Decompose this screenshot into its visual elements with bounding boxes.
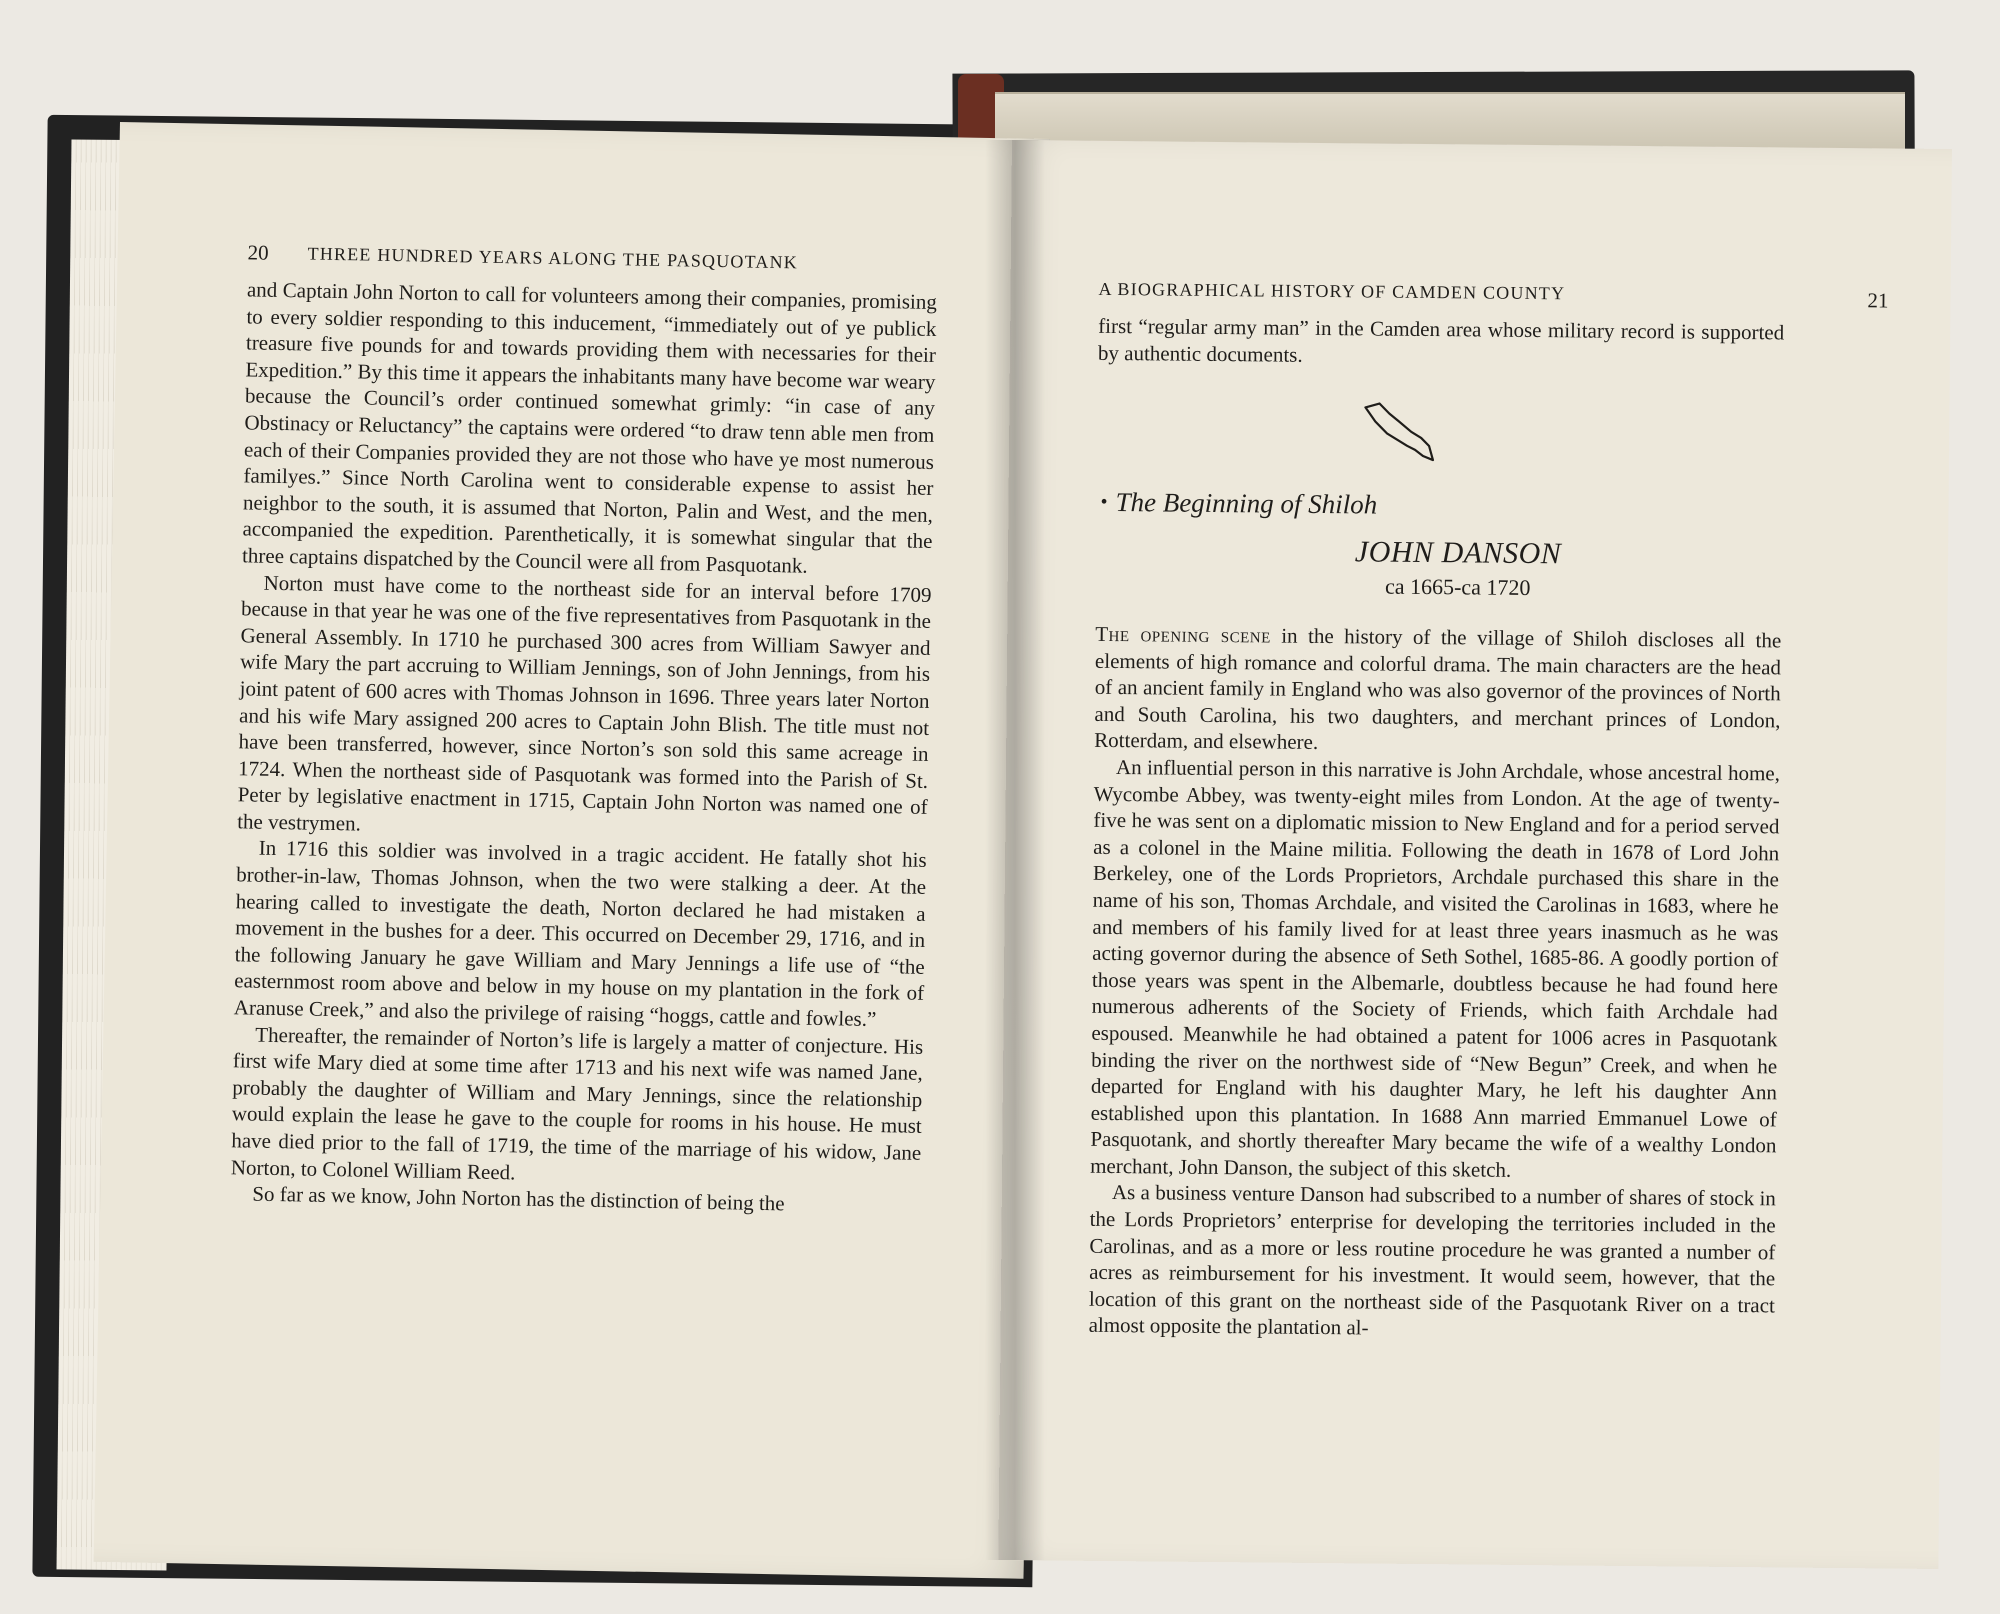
opening-lead-words: The opening scene (1095, 621, 1271, 648)
biography-subject-name: JOHN DANSON (1354, 535, 1562, 571)
right-page-number: 21 (1867, 288, 1889, 313)
left-paragraph-1: and Captain John Norton to call for volunteers among their companies, promising to every soldier responding to this inducement, “immediately out of ye publick treasure five pounds for and towards providing them with necessaries for their Expedition.” By this time it appears the inhabitants many have become war weary because the Council’s order continued somewhat grimly: “in case of any Obstinacy or Reluctancy” the captains were ordered “to draw tenn able men from each of their Companies provided they are not those who have ye most numerous familyes.” Since North Carolina went to considerable expense to assist her neighbor to the south, it is assumed that Norton, Palin and West, and the men, accompanied the expedition. Parenthetically, it is somewhat singular that the three captains dispatched by the Council were all from Pasquotank. (241, 277, 938, 578)
left-page (94, 122, 1050, 1579)
right-page-body (1088, 621, 1781, 1346)
right-paragraph-3: As a business venture Danson had subscribed to a number of shares of stock in the Lords Proprietors’ enterprise for developing the territories included in the Carolinas, and as a more or less routine procedure he was granted a number of acres as reimbursement for his investment. It would seem, however, that the location of this grant on the northeast side of the Pasquotank River on a tract almost opposite the plantation al- (1088, 1180, 1776, 1340)
biography-subject-dates: ca 1665-ca 1720 (1384, 573, 1531, 600)
right-top-paragraph: first “regular army man” in the Camden area whose military record is supported by authentic documents. (1097, 313, 1785, 367)
right-page (998, 140, 1952, 1569)
section-title (1100, 487, 1377, 521)
right-paragraph-1-text: in the history of the village of Shiloh discloses all the elements of high romance and colorful drama. The main characters are the head of an ancient family in England who was also governor of the provinces of North and South Carolina, his two daughters, and merchant princes of London, Rotterdam, and elsewhere. (1094, 623, 1782, 755)
right-paragraph-1 (1094, 621, 1781, 761)
section-title-text: The Beginning of Shiloh (1115, 487, 1378, 520)
left-paragraph-2: Norton must have come to the northeast side for an interval before 1709 because in that year he was one of the five representatives from Pasquotank in the General Assembly. In 1710 he purchased 300 acres from William Sawyer and wife Mary the part accruing to William Jennings, son of John Jennings, from his joint patent of 600 acres with Thomas Johnson in 1696. Three years later Norton and his wife Mary assigned 200 acres to Captain John Blish. The title must not have been transferred, however, since Norton’s son sold this same acreage in 1724. When the northeast side of Pasquotank was formed into the Parish of St. Peter by legislative enactment in 1715, Captain John Norton was named one of the vestrymen. (236, 570, 932, 836)
left-page-body (230, 276, 937, 1219)
county-map-ornament-icon (1359, 393, 1440, 474)
right-running-head (1098, 278, 1889, 313)
left-running-head (247, 240, 987, 276)
right-running-head-title: A BIOGRAPHICAL HISTORY OF CAMDEN COUNTY (1098, 278, 1566, 304)
left-paragraph-4: Thereafter, the remainder of Norton’s life is largely a matter of conjecture. His first wife Mary died at some time after 1713 and his next wife was named Jane, probably the daughter of William and Mary Jennings, since the relationship would explain the lease he gave to the couple for rooms in his house. He must have died prior to the fall of 1719, the time of the marriage of his widow, Jane Norton, to Colonel William Reed. (230, 1022, 924, 1185)
left-paragraph-3: In 1716 this soldier was involved in a tragic accident. He fatally shot his brother-in-law, Thomas Johnson, when the two were stalking a deer. At the hearing called to investigate the death, Norton declared he had mistaken a movement in the bushes for a deer. This occurred on December 29, 1716, and in the following January he gave William and Mary Jennings a life use of “the easternmost room above and below in my house on my plantation in the fork of Aranuse Creek,” and also the privilege of raising “hoggs, cattle and fowles.” (233, 836, 927, 1032)
right-paragraph-2: An influential person in this narrative is John Archdale, whose ancestral home, Wycombe Abbey, was twenty-eight miles from London. At the age of twenty-five he was sent on a diplomatic mission to New England and for a period served as a colonel in the Maine militia. Following the death in 1678 of Lord John Berkeley, one of the Lords Proprietors, Archdale purchased this share in the name of his son, Thomas Archdale, and visited the Carolinas in 1683, where he and members of his family lived for at least three years inasmuch as he was acting governor during the absence of Seth Sothel, 1685-86. A goodly portion of those years was spent in the Albemarle, doubtless because he had found here numerous adherents of the Society of Friends, which faith Archdale had espoused. Meanwhile he had obtained a patent for 1006 acres in Pasquotank binding the river on the northwest side of “New Begun” Creek, and when he departed for England with his daughter Mary, he left his daughter Ann established upon this plantation. In 1688 Ann married Emmanuel Lowe of Pasquotank, and shortly thereafter Mary became the wife of a wealthy London merchant, John Danson, the subject of this sketch. (1090, 754, 1781, 1182)
book-gutter (985, 140, 1045, 1560)
right-top-text (1098, 313, 1784, 373)
section-bullet: • (1100, 490, 1108, 513)
left-paragraph-5: So far as we know, John Norton has the distinction of being the (252, 1181, 785, 1216)
left-page-number: 20 (247, 240, 269, 265)
left-running-head-title: THREE HUNDRED YEARS ALONG THE PASQUOTANK (307, 243, 799, 273)
